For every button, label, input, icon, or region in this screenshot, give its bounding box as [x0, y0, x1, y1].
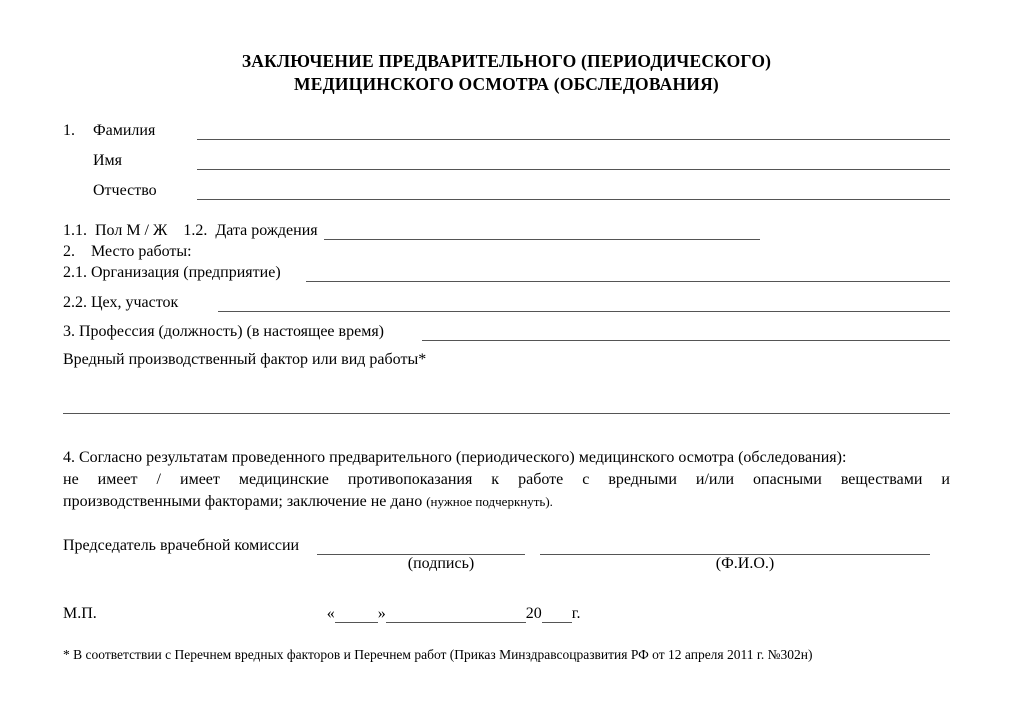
signature-captions-row	[63, 555, 950, 575]
conclusion-line3-main: производственными факторами; заключение не дано	[63, 493, 427, 510]
organization-row	[63, 261, 950, 282]
sex-label: 1.1. Пол М / Ж	[63, 222, 168, 239]
patronymic-input-line[interactable]	[197, 198, 950, 200]
profession-label: 3. Профессия (должность) (в настоящее время)	[63, 323, 384, 340]
underline-instruction-note: (нужное подчеркнуть).	[426, 494, 553, 509]
document-title	[63, 0, 950, 96]
hazard-factor-label: Вредный производственный фактор или вид работы*	[63, 351, 427, 368]
profession-input-line[interactable]	[422, 339, 950, 341]
document-title-line2: МЕДИЦИНСКОГО ОСМОТРА (ОБСЛЕДОВАНИЯ)	[294, 74, 719, 94]
item-1-number: 1.	[63, 122, 75, 139]
conclusion-line2: не имеет / имеет медицинские противопоказания к работе с вредными и/или опасными веществами и	[63, 471, 950, 488]
name-input-line[interactable]	[197, 168, 950, 170]
signature-caption: (подпись)	[407, 555, 475, 572]
organization-label: 2.1. Организация (предприятие)	[63, 264, 281, 281]
stamp-place-label: М.П.	[63, 605, 97, 622]
year-suffix-label: г.	[571, 605, 581, 622]
birthdate-input-line[interactable]	[324, 238, 760, 240]
close-quote: »	[377, 605, 386, 622]
workplace-label: 2. Место работы:	[63, 243, 192, 260]
fio-caption: (Ф.И.О.)	[715, 555, 775, 572]
workshop-input-line[interactable]	[218, 310, 950, 312]
document-title-line1: ЗАКЛЮЧЕНИЕ ПРЕДВАРИТЕЛЬНОГО (ПЕРИОДИЧЕСКОГО)	[241, 51, 772, 71]
conclusion-line3	[63, 491, 950, 513]
month-input-line[interactable]	[386, 621, 526, 623]
date-fill-group	[327, 605, 581, 623]
open-quote: «	[326, 605, 335, 622]
surname-input-line[interactable]	[197, 138, 950, 140]
name-label: Имя	[93, 152, 123, 169]
profession-row	[63, 312, 950, 341]
organization-input-line[interactable]	[306, 280, 950, 282]
birthdate-label: 1.2. Дата рождения	[183, 222, 318, 239]
conclusion-line1: 4. Согласно результатам проведенного предварительного (периодического) медицинского осмотра (обследования):	[63, 449, 847, 466]
hazard-factor-input-line[interactable]	[63, 413, 950, 414]
chairman-signature-row	[63, 531, 950, 555]
day-input-line[interactable]	[335, 621, 378, 623]
patronymic-label: Отчество	[93, 182, 157, 199]
stamp-date-row	[63, 599, 950, 623]
year-input-line[interactable]	[542, 621, 572, 623]
year-century-prefix: 20	[525, 605, 542, 622]
chairman-label: Председатель врачебной комиссии	[63, 537, 300, 554]
conclusion-paragraph	[63, 447, 950, 513]
sex-birthdate-row	[63, 216, 950, 240]
surname-row	[63, 110, 950, 140]
patronymic-row	[63, 170, 950, 200]
workplace-row	[63, 240, 950, 261]
workshop-row	[63, 282, 950, 312]
name-row	[63, 140, 950, 170]
hazard-factor-row	[63, 341, 950, 369]
footnote-text: * В соответствии с Перечнем вредных факторов и Перечнем работ (Приказ Минздравсоцразвития РФ от 12 апреля 2011 г. №302н)	[63, 647, 813, 662]
surname-label: Фамилия	[93, 122, 156, 139]
workshop-label: 2.2. Цех, участок	[63, 294, 179, 311]
